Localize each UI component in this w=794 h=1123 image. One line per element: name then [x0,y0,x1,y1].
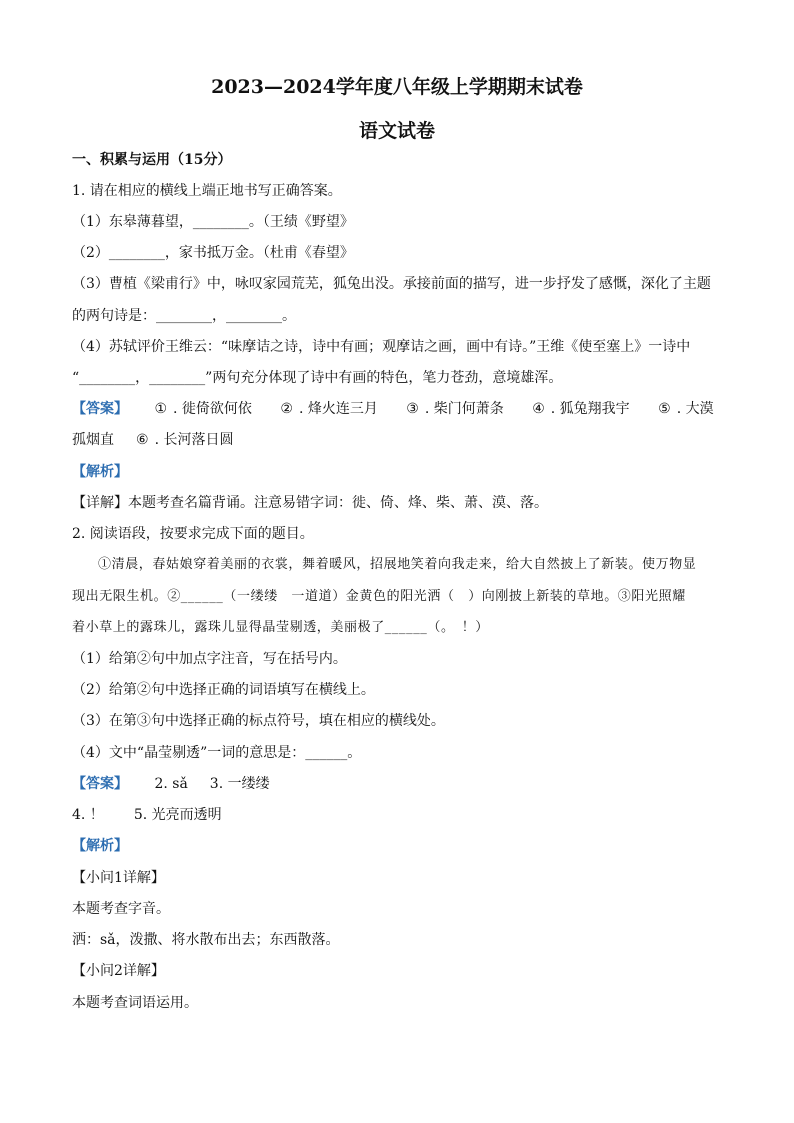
q2-answer-line1: 【答案】 2. sǎ 3. 一缕缕 [72,776,270,792]
answer-item: ⑤ . 大漠 [658,401,714,417]
q2-sub1: （1）给第②句中加点字注音，写在括号内。 [72,651,347,667]
q1-sub2: （2）________，家书抵万金。（杜甫《春望》 [72,245,354,261]
q2-sub3: （3）在第③句中选择正确的标点符号，填在相应的横线处。 [72,713,445,729]
q2-sub4: （4）文中“晶莹剔透”一词的意思是：______。 [72,745,362,761]
answer-item: ② . 烽火连三月 [280,401,378,417]
q2-stem: 2. 阅读语段，按要求完成下面的题目。 [72,526,314,542]
q1-sub4-line1: （4）苏轼评价王维云：“味摩诘之诗，诗中有画；观摩诘之画，画中有诗。”王维《使至塞上》一诗中 [72,339,691,355]
q2-subq2-text: 本题考查词语运用。 [72,995,198,1011]
answer-tag: 【答案】 [72,776,128,792]
answer-item: ④ . 狐兔翔我宇 [532,401,630,417]
q2-answer-line2: 4. ！ 5. 光亮而透明 [72,807,222,823]
q1-answer-line2: 孤烟直 ⑥ . 长河落日圆 [72,432,234,448]
q2-sub2: （2）给第②句中选择正确的词语填写在横线上。 [72,682,375,698]
q1-sub3-line2: 的两句诗是：________，________。 [72,308,296,324]
answer-item: ③ . 柴门何萧条 [406,401,504,417]
q1-analysis-tag: 【解析】 [72,464,128,480]
page-subtitle: 语文试卷 [358,120,435,142]
q1-sub4-line2: “________，________”两句充分体现了诗中有画的特色，笔力苍劲，意境雄浑。 [72,370,563,386]
page-title: 2023—2024学年度八年级上学期期末试卷 [211,76,583,98]
q2-passage-line1: ①清晨，春姑娘穿着美丽的衣裳，舞着暖风，招展地笑着向我走来，给大自然披上了新装。使万物显 [98,557,697,572]
q2-subq1-detail: 洒：sǎ，泼撒、将水散布出去；东西散落。 [72,932,340,948]
q2-subq1-heading: 【小问1详解】 [72,870,165,886]
q2-subq1-text: 本题考查字音。 [72,901,170,917]
q2-passage-line3: 着小草上的露珠儿，露珠儿显得晶莹剔透，美丽极了______（。 ！） [72,620,489,635]
answer-item: ① . 徙倚欲何依 [154,401,252,417]
q1-stem: 1. 请在相应的横线上端正地书写正确答案。 [72,183,342,199]
q1-answer-line1 [72,399,714,419]
q1-detail: 【详解】本题考查名篇背诵。注意易错字词：徙、倚、烽、柴、萧、漠、落。 [72,495,548,511]
q2-analysis-tag: 【解析】 [72,838,128,854]
q2-passage-line2: 现出无限生机。②______（一缕缕 一道道）金黄色的阳光洒（ ）向刚披上新装的草地。③阳光照耀 [72,589,686,604]
answer-tag: 【答案】 [72,401,128,417]
q2-subq2-heading: 【小问2详解】 [72,963,165,979]
q1-sub3-line1: （3）曹植《梁甫行》中，咏叹家园荒芜，狐兔出没。承接前面的描写，进一步抒发了感慨，深化了主题 [72,276,711,292]
section-heading: 一、积累与运用（15分） [72,152,232,168]
q1-sub1: （1）东皋薄暮望，________。（王绩《野望》 [72,214,354,230]
